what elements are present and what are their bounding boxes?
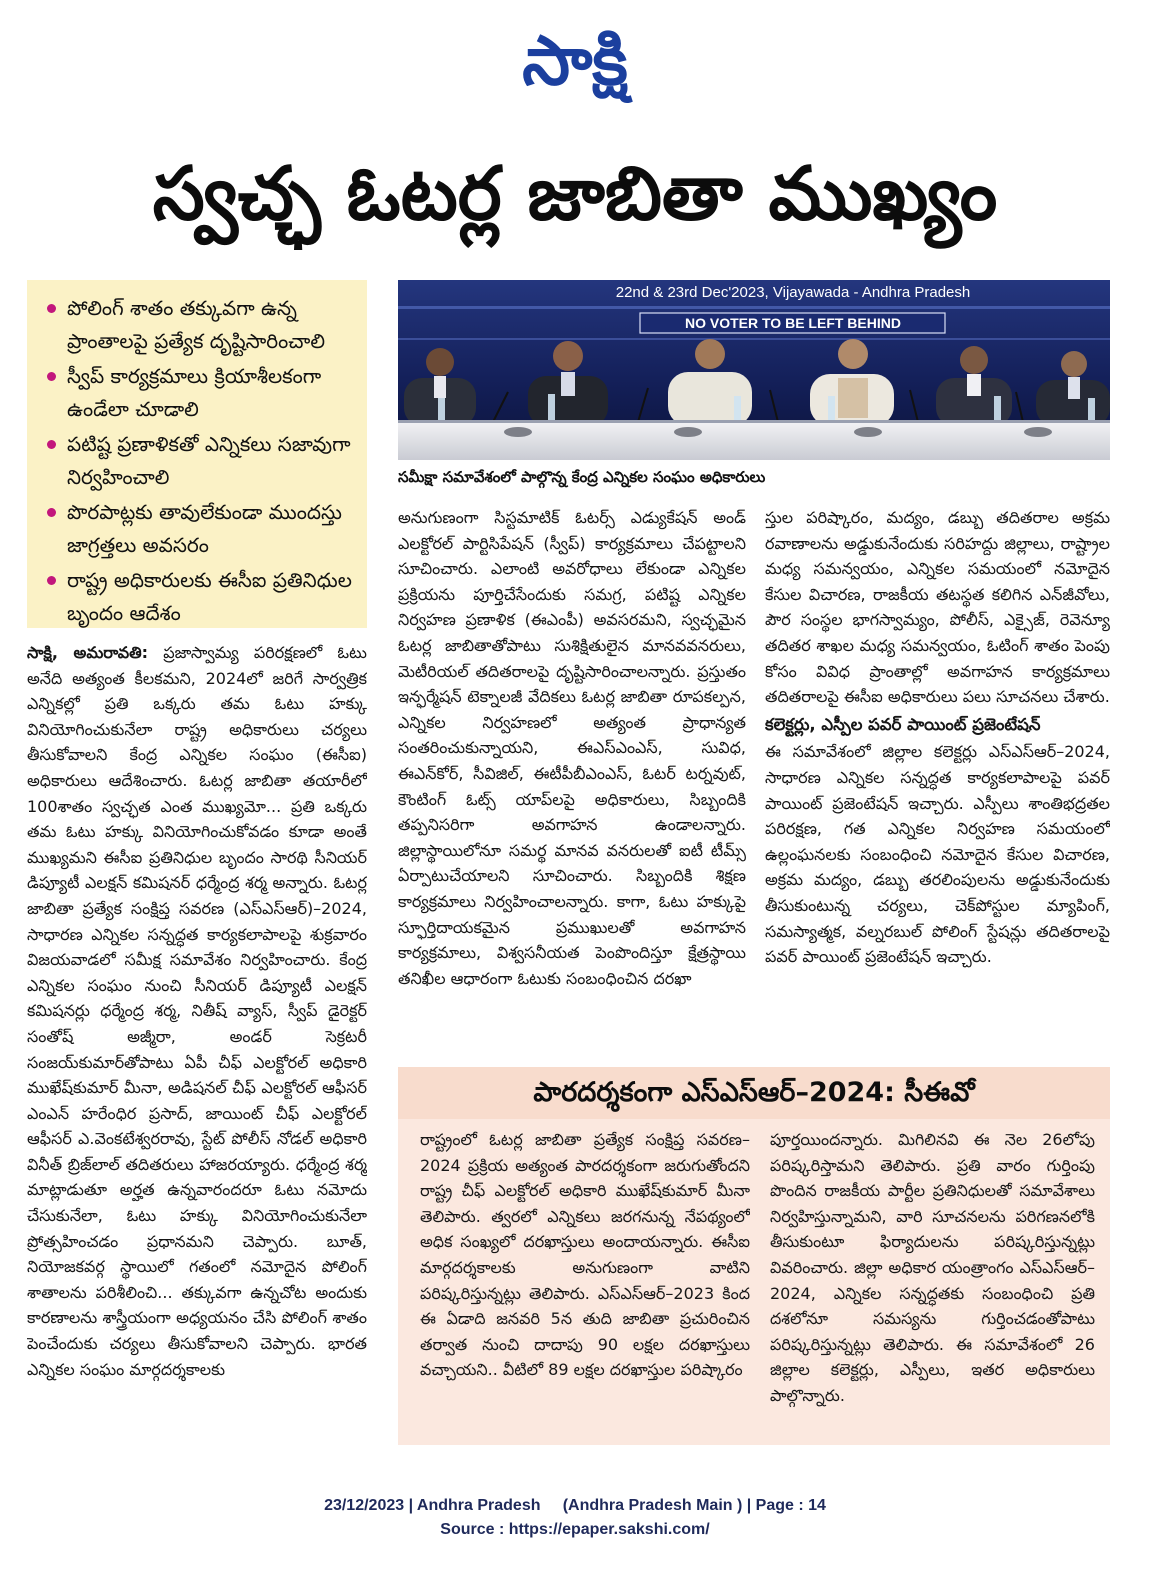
- highlight-text: పొరపాట్లకు తావులేకుండా ముందస్తు జాగ్రత్తలు అవసరం: [67, 500, 342, 557]
- highlight-item: [45, 496, 355, 562]
- cup-icon: [854, 427, 882, 437]
- banner-slogan: NO VOTER TO BE LEFT BEHIND: [685, 315, 901, 331]
- footer-source: Source : https://epaper.sakshi.com/: [440, 1521, 710, 1538]
- backdrop-stripe: [398, 306, 1110, 309]
- highlight-item: [45, 428, 355, 494]
- bottle-icon: [438, 398, 445, 422]
- bottle-icon: [734, 396, 741, 422]
- sakshi-logo: సాక్షి: [522, 22, 628, 101]
- sidebar-column-2: [770, 1127, 1095, 1433]
- sidebar-column-1: [420, 1127, 750, 1433]
- article-text: అనుగుణంగా సిస్టమాటిక్ ఓటర్స్ ఎడ్యుకేషన్ అండ్ ఎలక్టోరల్ పార్టిసిపేషన్ (స్వీప్) కార్యక్రమాలు చేపట్టాలని సూచించారు. ఎలాంటి అవరోధాలు లేకుండా ఎన్నికల ప్రక్రియను పూర్తిచేసేందుకు సమగ్ర, పటిష్ట ఎన్నికల నిర్వహణ ప్రణాళిక (ఈఎంపీ) అవసరమని, స్వచ్ఛమైన ఓటర్ల జాబితాతోపాటు సుశిక్షితులైన మానవవనరులు, మెటీరియల్ తదితరాలపై దృష్టిసారించాలన్నారు. ప్రస్తుతం ఇన్ఫర్మేషన్ టెక్నాలజీ వేదికలు ఓటర్ల జాబితా రూపకల్పన, ఎన్నికల నిర్వహణలో అత్యంత ప్రాధాన్యత సంతరించుకున్నాయని, ఈఎస్ఎంఎస్, సువిధ, ఈఎన్‌కోర్, సీవిజిల్, ఈటీపీబీఎంఎస్, ఓటర్ టర్నవుట్, కౌంటింగ్ ఓట్స్ యాప్‌లపై అధికారులు, సిబ్బందికి తప్పనిసరిగా అవగాహన ఉండాలన్నారు. జిల్లాస్థాయిలోనూ సమర్థ మానవ వనరులతో ఐటీ టీమ్స్ ఏర్పాటుచేయాలని సూచించారు. సిబ్బందికి శిక్షణ కార్యక్రమాలు నిర్వహించాలన్నారు. కాగా, ఓటు హక్కుపై స్ఫూర్తిదాయకమైన ప్రముఖులతో అవగాహన కార్యక్రమాలు, విశ్వసనీయత పెంపొందిస్తూ క్షేత్రస్థాయి తనిఖీల ఆధారంగా ఓటుకు సంబంధించిన దరఖా: [398, 508, 746, 988]
- article-column-2: [398, 505, 746, 1045]
- bullet-icon: [47, 304, 56, 313]
- banner-date: 22nd & 23rd Dec'2023, Vijayawada - Andhra Pradesh: [615, 284, 971, 301]
- sidebar-text: రాష్ట్రంలో ఓటర్ల జాబితా ప్రత్యేక సంక్షిప్త సవరణ–2024 ప్రక్రియ అత్యంత పారదర్శకంగా జరుగుతోందని రాష్ట్ర చీఫ్ ఎలక్టోరల్ అధికారి ముఖేష్‌కుమార్ మీనా తెలిపారు. త్వరలో ఎన్నికలు జరగనున్న నేపథ్యంలో అధిక సంఖ్యలో దరఖాస్తులు అందాయన్నారు. ఈసీఐ మార్గదర్శకాలకు అనుగుణంగా వాటిని పరిష్కరిస్తున్నట్లు తెలిపారు. ఎస్ఎస్ఆర్–2023 కింద ఈ ఏడాది జనవరి 5న తుది జాబితా ప్రచురించిన తర్వాత నుంచి దాదాపు 90 లక్షల దరఖాస్తులు వచ్చాయని.. వీటిలో 89 లక్షల దరఖాస్తుల పరిష్కారం: [420, 1130, 750, 1380]
- article-column-3: [765, 505, 1110, 1045]
- bottle-icon: [994, 396, 1001, 422]
- cup-icon: [1024, 427, 1052, 437]
- highlight-text: పటిష్ట ప్రణాళికతో ఎన్నికలు సజావుగా నిర్వహించాలి: [67, 432, 351, 489]
- conference-table: [398, 420, 1110, 460]
- article-subhead: కలెక్టర్లు, ఎస్పీల పవర్ పాయింట్ ప్రజెంటేషన్: [765, 714, 1041, 734]
- bullet-icon: [47, 576, 56, 585]
- highlight-text: స్వీప్ కార్యక్రమాలు క్రియాశీలకంగా ఉండేలా చూడాలి: [67, 364, 322, 421]
- bullet-icon: [47, 440, 56, 449]
- bottle-icon: [1088, 398, 1095, 422]
- cup-icon: [674, 427, 702, 437]
- sidebar-title: పారదర్శకంగా ఎస్ఎస్ఆర్–2024: సీఈవో: [398, 1067, 1110, 1119]
- dateline: సాక్షి, అమరావతి:: [27, 643, 149, 662]
- article-column-1: [27, 640, 367, 1460]
- bullet-icon: [47, 372, 56, 381]
- photo-caption: సమీక్షా సమావేశంలో పాల్గొన్న కేంద్ర ఎన్నికల సంఘం అధికారులు: [398, 468, 766, 486]
- article-text: ఈ సమావేశంలో జిల్లాల కలెక్టర్లు ఎస్ఎస్ఆర్–2024, సాధారణ ఎన్నికల సన్నద్ధత కార్యకలాపాలపై పవర్ పాయింట్ ప్రజెంటేషన్ ఇచ్చారు. ఎస్పీలు శాంతిభద్రతల పరిరక్షణ, గత ఎన్నికల నిర్వహణ సమయంలో ఉల్లంఘనలకు సంబంధించి నమోదైన కేసుల విచారణ, అక్రమ మద్యం, డబ్బు తరలింపులను అడ్డుకునేందుకు తీసుకుంటున్న చర్యలు, చెక్‌పోస్టుల మ్యాపింగ్, సమస్యాత్మక, వల్నరబుల్ పోలింగ్ స్టేషన్లు తదితరాలపై పవర్ పాయింట్ ప్రజెంటేషన్ ఇచ్చారు.: [765, 742, 1110, 967]
- footer-edition-info: 23/12/2023 | Andhra Pradesh (Andhra Pradesh Main ) | Page : 14: [324, 1497, 826, 1514]
- bottle-icon: [548, 394, 555, 422]
- backdrop-stripe: [398, 338, 1110, 340]
- article-text: స్తుల పరిష్కారం, మద్యం, డబ్బు తదితరాల అక్రమ రవాణాలను అడ్డుకునేందుకు సరిహద్దు జిల్లాలు, రాష్ట్రాల మధ్య సమన్వయం, ఎన్నికల సమయంలో నమోదైన కేసుల విచారణ, రాజకీయ తటస్థత కలిగిన ఎన్‌జీవోలు, పౌర సంస్థల భాగస్వామ్యం, పోలీస్, ఎక్సైజ్, రెవెన్యూ తదితర శాఖల మధ్య సమన్వయం, ఓటింగ్ శాతం పెంపు కోసం వివిధ ప్రాంతాల్లో అవగాహన కార్యక్రమాలు తదితరాలపై ఈసీఐ అధికారులు పలు సూచనలు చేశారు.: [765, 508, 1110, 707]
- cup-icon: [504, 427, 532, 437]
- article-paragraph: [27, 640, 367, 1382]
- highlights-box: [27, 280, 367, 628]
- article-text: ప్రజాస్వామ్య పరిరక్షణలో ఓటు అనేది అత్యంత కీలకమని, 2024లో జరిగే సార్వత్రిక ఎన్నికల్లో ప్రతి ఒక్కరు తమ ఓటు హక్కు వినియోగించుకునేలా రాష్ట్ర అధికారులు చర్యలు తీసుకోవాలని కేంద్ర ఎన్నికల సంఘం (ఈసీఐ) అధికారులు ఆదేశించారు. ఓటర్ల జాబితా తయారీలో 100శాతం స్వచ్ఛత ఎంత ముఖ్యమో... ప్రతి ఒక్కరు తమ ఓటు హక్కు వినియోగించుకోవడం కూడా అంతే ముఖ్యమని ఈసీఐ ప్రతినిధుల బృందం సారథి సీనియర్ డిప్యూటీ ఎలక్షన్ కమిషనర్ ధర్మేంద్ర శర్మ అన్నారు. ఓటర్ల జాబితా ప్రత్యేక సంక్షిప్త సవరణ (ఎస్ఎస్ఆర్)–2024, సాధారణ ఎన్నికల సన్నద్ధత కార్యకలాపాలపై శుక్రవారం విజయవాడలో సమీక్ష సమావేశం నిర్వహించారు. కేంద్ర ఎన్నికల సంఘం నుంచి సీనియర్ డిప్యూటీ ఎలక్షన్ కమిషనర్లు ధర్మేంద్ర శర్మ, నితీష్ వ్యాస్, స్వీప్ డైరెక్టర్ సంతోష్ అజ్మీరా, అండర్ సెక్రటరీ సంజయ్‌కుమార్‌తోపాటు ఏపీ చీఫ్ ఎలక్టోరల్ అధికారి ముఖేష్‌కుమార్ మీనా, అడిషనల్ చీఫ్ ఎలక్టోరల్ ఆఫీసర్ ఎంఎన్ హరేంధిర ప్రసాద్, జాయింట్ చీఫ్ ఎలక్టోరల్ ఆఫీసర్ ఎ.వెంకటేశ్వరరావు, స్టేట్ పోలీస్ నోడల్ అధికారి వినీత్ బ్రిజ్‌లాల్ తదితరులు హాజరయ్యారు. ధర్మేంద్ర శర్మ మాట్లాడుతూ అర్హత ఉన్నవారందరూ ఓటు నమోదు చేసుకునేలా, ఓటు హక్కు వినియోగించుకునేలా ప్రోత్సహించడం ప్రధానమని చెప్పారు. బూత్, నియోజకవర్గ స్థాయిలో గతంలో నమోదైన పోలింగ్ శాతాలను పరిశీలించి... తక్కువగా ఉన్నచోట అందుకు కారణాలను శాస్త్రీయంగా అధ్యయనం చేసి పోలింగ్ శాతం పెంచేందుకు చర్యలు తీసుకోవాలని చెప్పారు. భారత ఎన్నికల సంఘం మార్గదర్శకాలకు: [27, 643, 367, 1379]
- highlight-item: [45, 360, 355, 426]
- meeting-photo-illustration: [398, 280, 1110, 460]
- sidebar-text: పూర్తయిందన్నారు. మిగిలినవి ఈ నెల 26లోపు పరిష్కరిస్తామని తెలిపారు. ప్రతి వారం గుర్తింపు పొందిన రాజకీయ పార్టీల ప్రతినిధులతో సమావేశాలు నిర్వహిస్తున్నామని, వారి సూచనలను పరిగణనలోకి తీసుకుంటూ ఫిర్యాదులను పరిష్కరిస్తున్నట్లు వివరించారు. జిల్లా అధికార యంత్రాంగం ఎస్ఎస్ఆర్–2024, ఎన్నికల సన్నద్ధతకు సంబంధించి ప్రతి దశలోనూ సమస్యను గుర్తించడంతోపాటు పరిష్కరిస్తున్నట్లు తెలిపారు. ఈ సమావేశంలో 26 జిల్లాల కలెక్టర్లు, ఎస్పీలు, ఇతర అధికారులు పాల్గొన్నారు.: [770, 1130, 1095, 1405]
- highlight-item: [45, 292, 355, 358]
- bullet-icon: [47, 508, 56, 517]
- table-edge: [398, 420, 1110, 423]
- meeting-photo: [398, 280, 1110, 460]
- sidebar-box: [398, 1067, 1110, 1445]
- highlight-item: [45, 564, 355, 628]
- highlight-text: పోలింగ్ శాతం తక్కువగా ఉన్న ప్రాంతాలపై ప్రత్యేక దృష్టిసారించాలి: [67, 296, 325, 353]
- bottle-icon: [828, 396, 835, 422]
- highlight-text: రాష్ట్ర అధికారులకు ఈసీఐ ప్రతినిధుల బృందం ఆదేశం: [67, 568, 352, 625]
- headline: స్వచ్ఛ ఓటర్ల జాబితా ముఖ్యం: [152, 151, 998, 237]
